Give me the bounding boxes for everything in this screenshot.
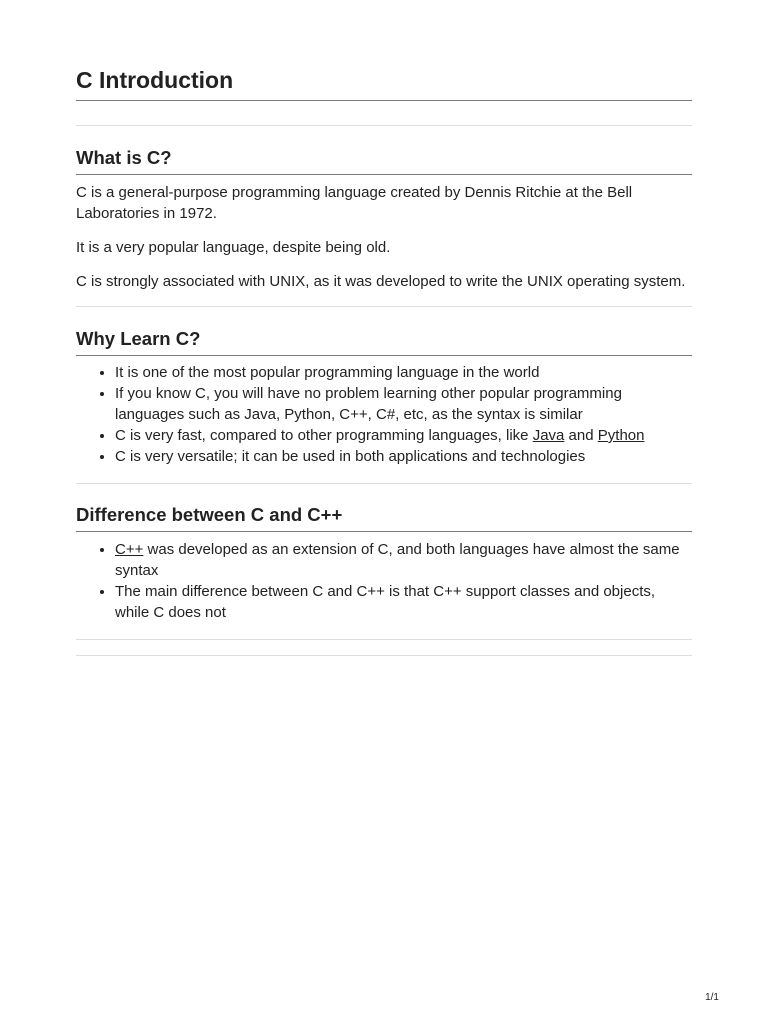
paragraph-what-is-c-2: It is a very popular language, despite being old.: [76, 239, 391, 256]
page-title: C Introduction: [76, 0, 692, 101]
cpp-link[interactable]: C++: [115, 541, 144, 558]
python-link[interactable]: Python: [597, 427, 645, 444]
list-item: [115, 539, 692, 581]
document-page: [76, 0, 692, 656]
section-divider: [76, 655, 692, 656]
section-heading-difference-c-cpp: Difference between C and C++: [76, 504, 692, 532]
section-divider: [76, 639, 692, 640]
list-item: • If you know C, you will have no problem learning other popular programming languages such as Java, Python, C++, C#, etc, as the syntax is similar: [115, 383, 692, 425]
difference-list: [76, 539, 692, 623]
paragraph-what-is-c-1: C is a general-purpose programming language created by Dennis Ritchie at the Bell Laboratories in 1972.: [76, 184, 633, 222]
section-divider: [76, 483, 692, 484]
list-item: [115, 425, 692, 446]
list-item: • It is one of the most popular programming language in the world: [115, 362, 692, 383]
list-item: • The main difference between C and C++ is that C++ support classes and objects, while C does not: [115, 581, 692, 623]
list-item: • C is very versatile; it can be used in both applications and technologies: [115, 446, 692, 467]
page-number: 1/1: [705, 992, 719, 1003]
section-divider: [76, 306, 692, 307]
paragraph-what-is-c-3: C is strongly associated with UNIX, as it was developed to write the UNIX operating system.: [76, 273, 686, 290]
section-divider: [76, 125, 692, 126]
list-item-text: was developed as an extension of C, and both languages have almost the same syntax: [115, 541, 680, 579]
why-learn-c-list: [76, 362, 692, 467]
section-heading-why-learn-c: Why Learn C?: [76, 328, 692, 356]
java-link[interactable]: Java: [532, 427, 565, 444]
list-item-text: C is very fast, compared to other programming languages, like: [115, 427, 533, 444]
list-item-text: and: [564, 427, 598, 444]
section-heading-what-is-c: What is C?: [76, 147, 692, 175]
